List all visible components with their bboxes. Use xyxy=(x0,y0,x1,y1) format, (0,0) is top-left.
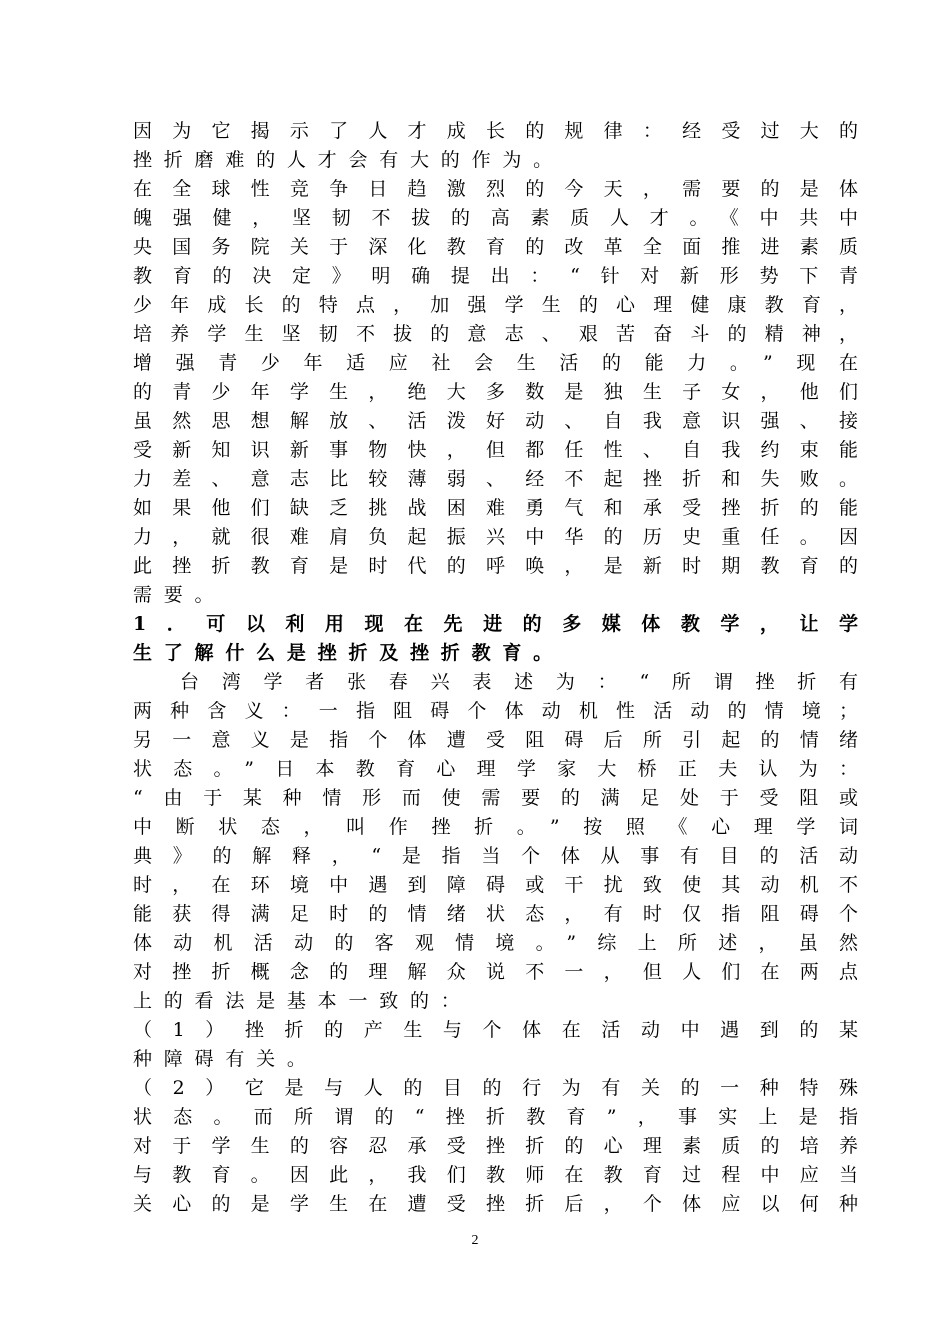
text-line: 状态。”日本教育心理学家大桥正夫认为： xyxy=(133,758,858,780)
text-line: 体动机活动的客观情境。”综上所述，虽然 xyxy=(133,932,858,954)
text-line: 与教育。因此，我们教师在教育过程中应当 xyxy=(133,1164,858,1186)
section-heading: 生了解什么是挫折及挫折教育。 xyxy=(133,642,564,664)
text-line: 中断状态，叫作挫折。”按照《心理学词 xyxy=(133,816,858,838)
section-heading: 1．可以利用现在先进的多媒体教学，让学 xyxy=(133,613,858,635)
text-line: 状态。而所谓的“挫折教育”，事实上是指 xyxy=(133,1106,858,1128)
text-line: 对挫折概念的理解众说不一，但人们在两点 xyxy=(133,961,858,983)
text-line: 此挫折教育是时代的呼唤，是新时期教育的 xyxy=(133,555,858,577)
text-line: 台湾学者张春兴表述为：“所谓挫折有 xyxy=(180,671,858,693)
text-line: 少年成长的特点，加强学生的心理健康教育， xyxy=(133,294,858,316)
text-line: 关心的是学生在遭受挫折后，个体应以何种 xyxy=(133,1193,858,1215)
text-line: 另一意义是指个体遭受阻碍后所引起的情绪 xyxy=(133,729,858,751)
text-line: “由于某种情形而使需要的满足处于受阻或 xyxy=(133,787,858,809)
text-line: 虽然思想解放、活泼好动、自我意识强、接 xyxy=(133,410,858,432)
text-line: 因为它揭示了人才成长的规律：经受过大的 xyxy=(133,120,858,142)
text-line: 上的看法是基本一致的： xyxy=(133,990,472,1012)
text-line: 魄强健，坚韧不拔的高素质人才。《中共中 xyxy=(133,207,858,229)
list-item: （2）它是与人的目的行为有关的一种特殊 xyxy=(133,1077,858,1099)
text-line: 时，在环境中遇到障碍或干扰致使其动机不 xyxy=(133,874,858,896)
text-line: 如果他们缺乏挑战困难勇气和承受挫折的能 xyxy=(133,497,858,519)
text-line: 能获得满足时的情绪状态，有时仅指阻碍个 xyxy=(133,903,858,925)
text-line: 增强青少年适应社会生活的能力。”现在 xyxy=(133,352,858,374)
text-line: 受新知识新事物快，但都任性、自我约束能 xyxy=(133,439,858,461)
body-text xyxy=(133,117,858,1219)
text-line: 需要。 xyxy=(133,584,226,606)
text-line: 培养学生坚韧不拔的意志、艰苦奋斗的精神， xyxy=(133,323,858,345)
text-line: 挫折磨难的人才会有大的作为。 xyxy=(133,149,564,171)
text-line: 典》的解释，“是指当个体从事有目的活动 xyxy=(133,845,858,867)
text-line: 对于学生的容忍承受挫折的心理素质的培养 xyxy=(133,1135,858,1157)
list-item: （1）挫折的产生与个体在活动中遇到的某 xyxy=(133,1019,858,1041)
text-line: 两种含义：一指阻碍个体动机性活动的情境； xyxy=(133,700,858,722)
list-item: 种障碍有关。 xyxy=(133,1048,318,1070)
text-line: 在全球性竞争日趋激烈的今天，需要的是体 xyxy=(133,178,858,200)
text-line: 央国务院关于深化教育的改革全面推进素质 xyxy=(133,236,858,258)
page-number: 2 xyxy=(471,1233,479,1248)
text-line: 教育的决定》明确提出：“针对新形势下青 xyxy=(133,265,858,287)
text-line: 的青少年学生，绝大多数是独生子女，他们 xyxy=(133,381,858,403)
text-line: 力，就很难肩负起振兴中华的历史重任。因 xyxy=(133,526,858,548)
text-line: 力差、意志比较薄弱、经不起挫折和失败。 xyxy=(133,468,858,490)
